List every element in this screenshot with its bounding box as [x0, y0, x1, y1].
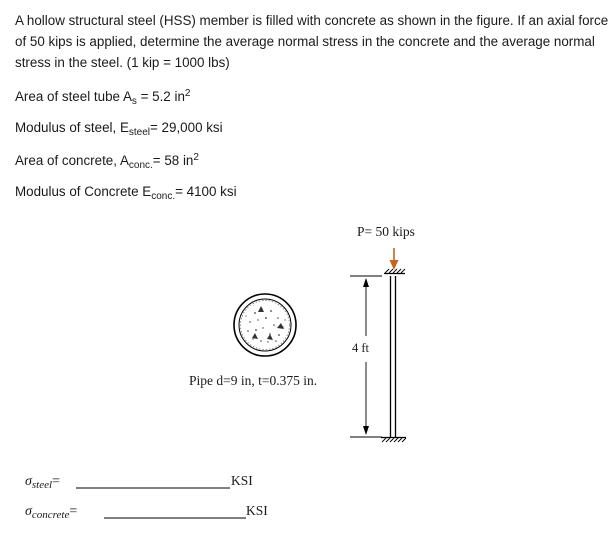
- given-superscript: 2: [193, 152, 199, 163]
- concrete-unit: KSI: [246, 503, 268, 518]
- given-label: Area of concrete, A: [15, 153, 129, 168]
- concrete-stress-answer: [25, 504, 77, 521]
- given-label: Modulus of Concrete E: [15, 184, 152, 199]
- concrete-subscript: concrete: [31, 509, 70, 521]
- given-value: = 58 in: [152, 153, 194, 168]
- given-subscript: steel: [128, 127, 151, 138]
- pipe-cross-section: [234, 294, 296, 356]
- given-value: = 5.2 in: [136, 89, 185, 104]
- load-plate: [384, 269, 405, 274]
- equals-sign: =: [69, 504, 78, 519]
- length-label: 4 ft: [352, 341, 370, 355]
- steel-unit: KSI: [231, 473, 253, 488]
- given-superscript: 2: [184, 88, 191, 99]
- sigma-symbol: σ: [25, 474, 32, 489]
- given-value: = 4100 ksi: [175, 184, 237, 199]
- equals-sign: =: [52, 474, 60, 489]
- given-subscript: s: [131, 96, 137, 107]
- steel-stress-answer: [25, 474, 60, 491]
- given-subscript: conc.: [128, 160, 153, 171]
- problem-statement: A hollow structural steel (HSS) member is filled with concrete as shown in the figure. If an axial force of 50 kips is applied, determine the average normal stress in the concrete and the average normal stress in the steel. (1 kip = 1000 lbs): [15, 13, 609, 70]
- load-label: P= 50 kips: [357, 224, 415, 239]
- sigma-symbol: σ: [25, 504, 32, 519]
- steel-subscript: steel: [31, 479, 53, 491]
- given-subscript: conc.: [151, 191, 176, 202]
- column-member: [391, 276, 396, 437]
- given-label: Area of steel tube A: [15, 89, 132, 104]
- pipe-label: Pipe d=9 in, t=0.375 in.: [189, 373, 318, 388]
- given-value: = 29,000 ksi: [150, 120, 223, 135]
- ground-support: [381, 438, 406, 443]
- length-dimension: [350, 276, 382, 437]
- given-label: Modulus of steel, E: [15, 120, 129, 135]
- load-arrow-icon: [390, 248, 399, 270]
